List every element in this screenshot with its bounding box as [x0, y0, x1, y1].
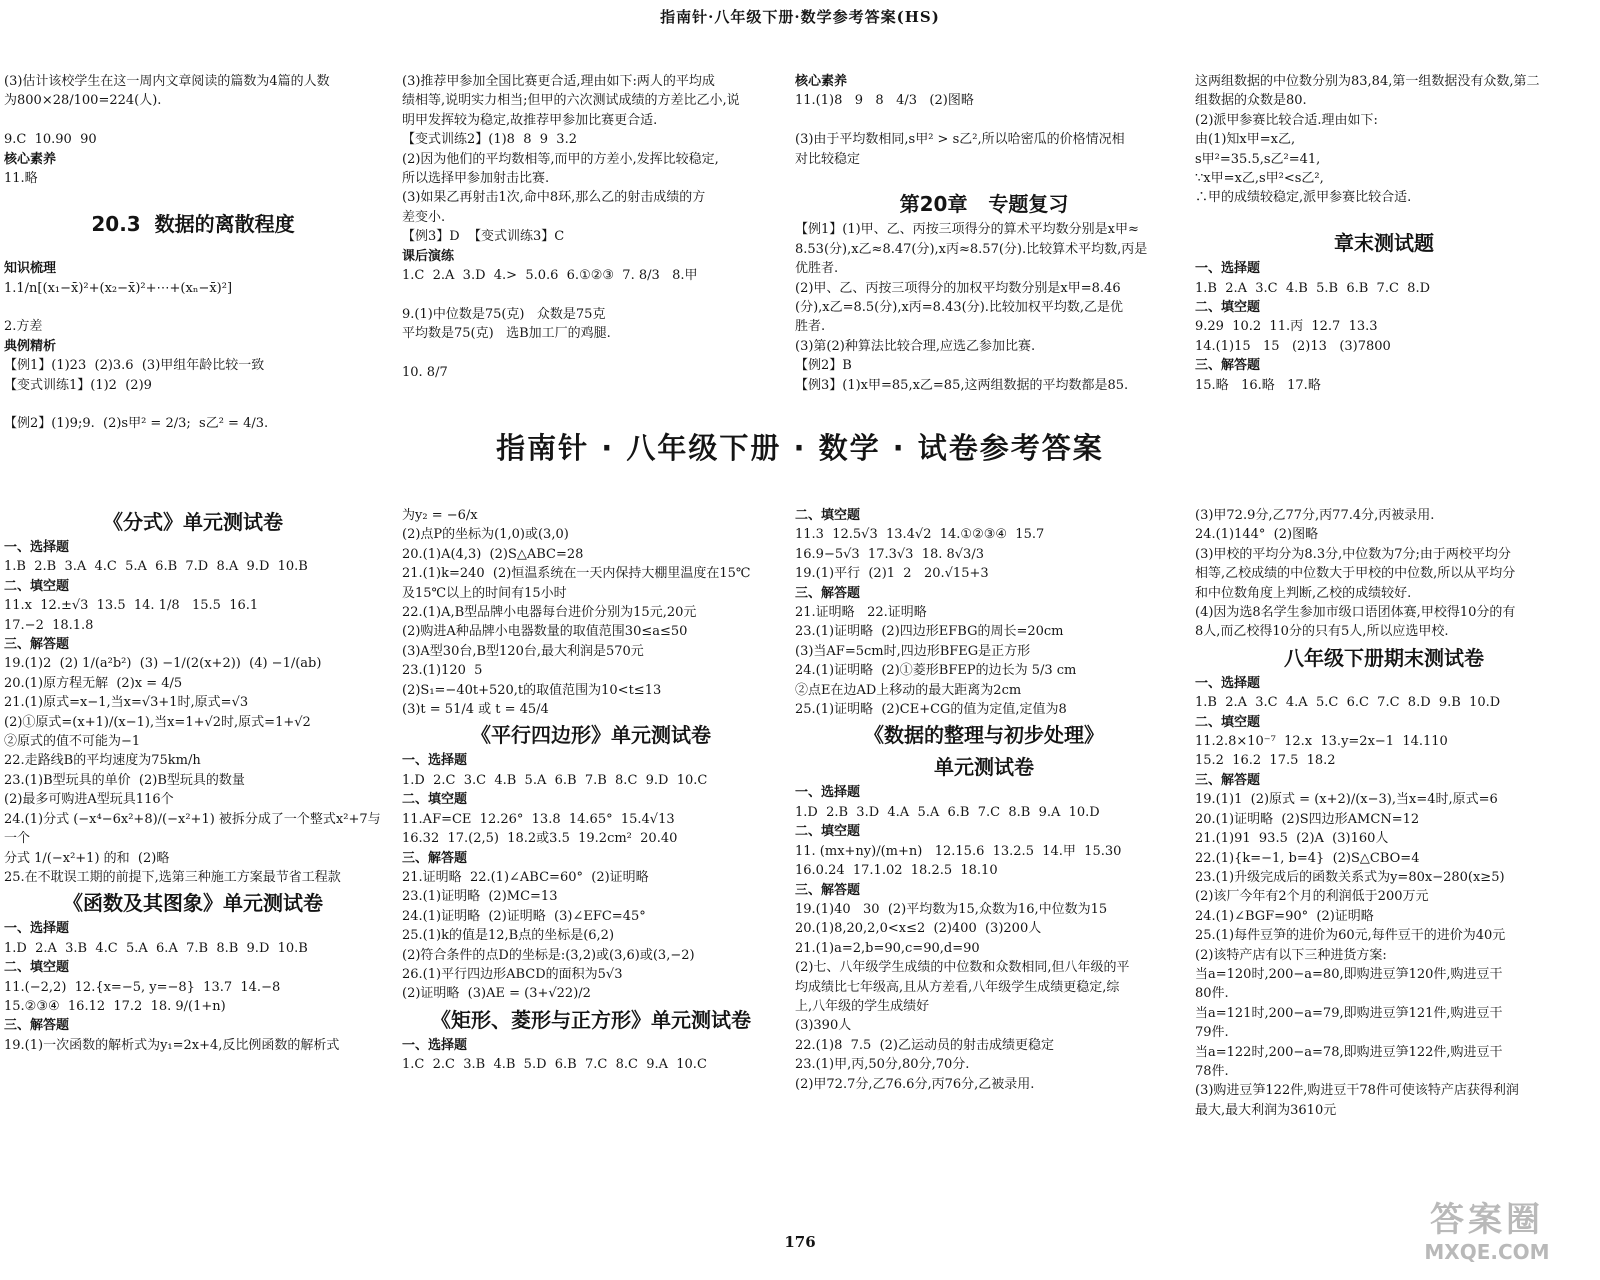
answer-line: 1.C 2.C 3.B 4.B 5.D 6.B 7.C 8.C 9.A 10.C: [402, 1057, 707, 1073]
answer-line: [4, 111, 382, 130]
answer-line: 25.(1)证明略 (2)CE+CG的值为定值,定值为8: [795, 702, 1067, 718]
answer-line: s甲²=35.5,s乙²=41,: [1195, 151, 1321, 167]
section-heading: 单元测试卷: [934, 755, 1034, 780]
section-heading: 《数据的整理与初步处理》: [864, 723, 1104, 748]
answer-column-1: [4, 72, 382, 434]
answer-line: (2)该厂今年有2个月的利润低于200万元: [1195, 889, 1429, 905]
answer-line: (3)推荐甲参加全国比赛更合适,理由如下:两人的平均成: [402, 74, 715, 89]
answer-line: (分),x乙=8.5(分),x丙=8.43(分).比较加权平均数,乙是优: [795, 300, 1124, 316]
answer-line: 【变式训练1】(1)2 (2)9: [4, 377, 152, 393]
answer-line: 14.(1)15 15 (2)13 (3)7800: [1195, 338, 1391, 354]
answer-line: (2)证明略 (3)AE = (3+√22)/2: [402, 986, 591, 1002]
answer-line: 三、解答题: [1195, 772, 1261, 788]
answer-line: 当a=122时,200−a=78,即购进豆笋122件,购进豆干: [1195, 1044, 1503, 1060]
answer-line: 25.在不耽误工期的前提下,选第三种施工方案最节省工程款: [4, 869, 341, 885]
answer-line: 平均数是75(克) 选B加工厂的鸡腿.: [402, 326, 611, 342]
section-heading: 八年级下册期末测试卷: [1284, 645, 1484, 670]
answer-line: 及15℃以上的时间有15小时: [402, 585, 567, 601]
answer-line: 19.(1)1 (2)原式 = (x+2)/(x−3),当x=4时,原式=6: [1195, 792, 1498, 808]
answer-line: 15.略 16.略 17.略: [1195, 377, 1321, 393]
watermark-text: 答案圈: [1430, 1200, 1544, 1240]
answer-line: 【例1】(1)甲、乙、丙按三项得分的算术平均数分别是x甲≈: [795, 222, 1139, 238]
answer-line: 9.(1)中位数是75(克) 众数是75克: [402, 306, 606, 322]
answer-line: (3)390人: [795, 1018, 852, 1034]
answer-line: 和中位数角度上判断,乙校的成绩较好.: [1195, 585, 1412, 601]
answer-line: 79件.: [1195, 1025, 1229, 1041]
answer-line: (2)甲72.7分,乙76.6分,丙76分,乙被录用.: [795, 1076, 1035, 1092]
answer-line: [402, 344, 780, 363]
answer-line: 三、解答题: [402, 850, 468, 866]
answer-line: (3)t = 51/4 或 t = 45/4: [402, 702, 549, 718]
answer-line: 11.(1)8 9 8 4/3 (2)图略: [795, 93, 974, 109]
answer-line: 绩相等,说明实力相当;但甲的六次测试成绩的方差比乙小,说: [402, 93, 740, 109]
answer-line: 核心素养: [795, 74, 848, 89]
answer-line: (3)甲72.9分,乙77分,丙77.4分,丙被录用.: [1195, 508, 1435, 523]
answer-column-8: [1195, 506, 1573, 1120]
answer-line: 25.(1)每件豆笋的进价为60元,每件豆干的进价为40元: [1195, 928, 1506, 944]
answer-line: 21.(1)k=240 (2)恒温系统在一天内保持大棚里温度在15℃: [402, 566, 751, 582]
answer-line: 典例精析: [4, 338, 57, 354]
answer-line: 相等,乙校成绩的中位数大于甲校的中位数,所以从平均分: [1195, 566, 1516, 582]
watermark-logo: [1392, 1200, 1582, 1270]
section-heading: 第20章 专题复习: [899, 192, 1069, 217]
answer-line: (3)当AF=5cm时,四边形BFEG是正方形: [795, 643, 1031, 659]
answer-line: 1.1/n[(x₁−x̄)²+(x₂−x̄)²+⋯+(xₙ−x̄)²]: [4, 280, 233, 296]
answer-line: 15.②③④ 16.12 17.2 18. 9/(1+n): [4, 998, 226, 1014]
answer-line: 23.(1)升级完成后的函数关系式为y=80x−280(x≥5): [1195, 869, 1505, 885]
answer-line: (3)如果乙再射击1次,命中8环,那么乙的射击成绩的方: [402, 190, 706, 206]
answer-line: 16.32 17.(2,5) 18.2或3.5 19.2cm² 20.40: [402, 831, 678, 847]
answer-line: 20.(1)原方程无解 (2)x = 4/5: [4, 675, 183, 691]
answer-line: 21.(1)91 93.5 (2)A (3)160人: [1195, 831, 1389, 847]
answer-line: 24.(1)证明略 (2)①菱形BFEP的边长为 5/3 cm: [795, 663, 1077, 679]
answer-line: 11.略: [4, 171, 38, 187]
answer-line: (3)A型30台,B型120台,最大利润是570元: [402, 643, 644, 659]
answer-column-3: [795, 72, 1173, 395]
answer-line: 二、填空题: [795, 824, 861, 840]
answer-line: 组数据的众数是80.: [1195, 93, 1307, 109]
answer-line: 当a=120时,200−a=80,即购进豆笋120件,购进豆干: [1195, 966, 1503, 982]
answer-line: 19.(1)2 (2) 1/(a²b²) (3) −1/(2(x+2)) (4) −1/(ab): [4, 656, 322, 672]
answer-line: 优胜者.: [795, 261, 839, 277]
answer-line: 明甲发挥较为稳定,故推荐甲参加比赛更合适.: [402, 112, 658, 128]
answer-line: (3)购进豆笋122件,购进豆干78件可使该特产店获得利润: [1195, 1083, 1519, 1099]
answer-line: 24.(1)∠BGF=90° (2)证明略: [1195, 908, 1374, 924]
answer-column-6: [402, 506, 780, 1075]
page-number: 176: [784, 1233, 816, 1251]
answer-line: 25.(1)k的值是12,B点的坐标是(6,2): [402, 928, 615, 944]
answer-line: 一、选择题: [4, 921, 70, 937]
answer-line: 19.(1)40 30 (2)平均数为15,众数为16,中位数为15: [795, 901, 1108, 917]
answer-line: 10. 8/7: [402, 365, 448, 381]
answer-line: (2)①原式=(x+1)/(x−1),当x=1+√2时,原式=1+√2: [4, 714, 311, 730]
answer-column-5: [4, 506, 382, 1055]
answer-line: 【变式训练2】(1)8 8 9 3.2: [402, 132, 577, 148]
answer-line: 1.D 2.A 3.B 4.C 5.A 6.A 7.B 8.B 9.D 10.B: [4, 940, 308, 956]
answer-line: 二、填空题: [1195, 714, 1261, 730]
section-heading: 《函数及其图象》单元测试卷: [63, 891, 323, 916]
answer-line: ∴甲的成绩较稳定,派甲参赛比较合适.: [1195, 190, 1412, 206]
section-heading: 20.3 数据的离散程度: [91, 211, 295, 236]
answer-line: 19.(1)一次函数的解析式为y₁=2x+4,反比例函数的解析式: [4, 1037, 340, 1053]
answer-line: 22.走路线B的平均速度为75km/h: [4, 753, 201, 769]
answer-line: 8人,而乙校得10分的只有5人,所以应选甲校.: [1195, 624, 1449, 640]
answer-line: (3)估计该校学生在这一周内文章阅读的篇数为4篇的人数: [4, 74, 330, 89]
answer-column-7: [795, 506, 1173, 1094]
answer-line: ②点E在边AD上移动的最大距离为2cm: [795, 682, 1022, 698]
answer-line: 一、选择题: [1195, 261, 1261, 277]
answer-line: 78件.: [1195, 1063, 1229, 1079]
answer-line: 22.(1)8 7.5 (2)乙运动员的射击成绩更稳定: [795, 1037, 1054, 1053]
section-heading: 《矩形、菱形与正方形》单元测试卷: [431, 1007, 751, 1032]
answer-line: [795, 111, 1173, 130]
answer-line: 一、选择题: [402, 1037, 468, 1053]
section-heading: 《分式》单元测试卷: [103, 510, 283, 534]
answer-line: 分式 1/(−x²+1) 的和 (2)略: [4, 850, 170, 866]
answer-line: (2)该特产店有以下三种进货方案:: [1195, 947, 1387, 963]
answer-line: 9.29 10.2 11.丙 12.7 13.3: [1195, 319, 1378, 335]
answer-line: [1195, 208, 1573, 227]
answer-line: 为800×28/100=224(人).: [4, 93, 162, 109]
answer-line: 二、填空题: [4, 578, 70, 594]
answer-line: 三、解答题: [795, 585, 861, 601]
answer-line: 23.(1)证明略 (2)MC=13: [402, 889, 558, 905]
answer-line: [795, 169, 1173, 188]
answer-line: (2)最多可购进A型玩具116个: [4, 792, 174, 808]
answer-line: 20.(1)证明略 (2)S四边形AMCN=12: [1195, 811, 1420, 827]
answer-line: 由(1)知x甲=x乙,: [1195, 132, 1296, 148]
answer-line: 11.3 12.5√3 13.4√2 14.①②③④ 15.7: [795, 527, 1045, 543]
answer-line: 11.2.8×10⁻⁷ 12.x 13.y=2x−1 14.110: [1195, 734, 1448, 750]
answer-line: 【例1】(1)23 (2)3.6 (3)甲组年龄比较一致: [4, 358, 265, 374]
answer-line: 15.2 16.2 17.5 18.2: [1195, 753, 1336, 769]
answer-line: 16.9−5√3 17.3√3 18. 8√3/3: [795, 546, 984, 562]
answer-line: (2)派甲参赛比较合适.理由如下:: [1195, 112, 1378, 128]
answer-line: 9.C 10.90 90: [4, 132, 97, 148]
answer-line: 21.证明略 22.证明略: [795, 605, 927, 621]
answer-line: 1.D 2.B 3.D 4.A 5.A 6.B 7.C 8.B 9.A 10.D: [795, 804, 1100, 820]
answer-line: 2.方差: [4, 319, 43, 335]
answer-line: 【例2】B: [795, 358, 852, 374]
answer-line: 21.证明略 22.(1)∠ABC=60° (2)证明略: [402, 869, 649, 885]
answer-line: 知识梳理: [4, 261, 57, 277]
answer-line: 21.(1)a=2,b=90,c=90,d=90: [795, 940, 980, 956]
answer-line: ∵x甲=x乙,s甲²<s乙²,: [1195, 171, 1324, 187]
answer-line: 课后演练: [402, 248, 455, 264]
answer-line: 80件.: [1195, 986, 1229, 1002]
section-heading: 章末测试题: [1334, 231, 1434, 256]
answer-line: [4, 395, 382, 414]
answer-line: 一、选择题: [402, 753, 468, 769]
answer-line: 24.(1)分式 (−x⁴−6x²+8)/(−x²+1) 被拆分成了一个整式x²+7与一个: [4, 811, 381, 847]
answer-line: 均成绩比七年级高,且从方差看,八年级学生成绩更稳定,综: [795, 979, 1120, 995]
answer-line: 【例2】(1)9;9. (2)s甲² = 2/3; s乙² = 4/3.: [4, 416, 269, 432]
answer-line: 对比较稳定: [795, 151, 861, 167]
answer-line: (3)甲校的平均分为8.3分,中位数为7分;由于两校平均分: [1195, 546, 1511, 562]
answer-line: 一、选择题: [795, 785, 861, 801]
answer-line: 当a=121时,200−a=79,即购进豆笋121件,购进豆干: [1195, 1005, 1503, 1021]
answer-line: 21.(1)原式=x−1,当x=√3+1时,原式=√3: [4, 695, 249, 711]
answer-line: (2)甲、乙、丙按三项得分的加权平均数分别是x甲=8.46: [795, 280, 1121, 296]
answer-line: (2)点P的坐标为(1,0)或(3,0): [402, 527, 569, 543]
answer-line: 1.D 2.C 3.C 4.B 5.A 6.B 7.B 8.C 9.D 10.C: [402, 772, 708, 788]
answer-line: 上,八年级的学生成绩好: [795, 998, 930, 1014]
answer-line: 22.(1)A,B型品牌小电器每台进价分别为15元,20元: [402, 605, 697, 621]
answer-line: 二、填空题: [402, 792, 468, 808]
answer-line: (2)因为他们的平均数相等,而甲的方差小,发挥比较稳定,: [402, 151, 719, 167]
answer-line: 24.(1)证明略 (2)证明略 (3)∠EFC=45°: [402, 908, 646, 924]
answer-line: (2)购进A种品牌小电器数量的取值范围30≤a≤50: [402, 624, 688, 640]
answer-line: 16.0.24 17.1.02 18.2.5 18.10: [795, 863, 998, 879]
answer-line: 差变小.: [402, 209, 446, 225]
answer-line: [4, 188, 382, 207]
answer-line: 三、解答题: [1195, 358, 1261, 374]
answer-line: (2)S₁=−40t+520,t的取值范围为10<t≤13: [402, 682, 662, 698]
answer-column-4: [1195, 72, 1573, 395]
answer-line: 一、选择题: [4, 540, 70, 555]
watermark-url: MXQE.COM: [1424, 1240, 1550, 1264]
answer-line: (2)七、八年级学生成绩的中位数和众数相同,但八年级的平: [795, 960, 1130, 976]
answer-line: 最大,最大利润为3610元: [1195, 1102, 1337, 1118]
answer-line: ②原式的值不可能为−1: [4, 734, 141, 750]
answer-line: 20.(1)A(4,3) (2)S△ABC=28: [402, 546, 584, 562]
answer-line: 19.(1)平行 (2)1 2 20.√15+3: [795, 566, 989, 582]
answer-line: 11. (mx+ny)/(m+n) 12.15.6 13.2.5 14.甲 15.30: [795, 843, 1122, 859]
answer-line: 三、解答题: [4, 637, 70, 653]
answer-line: (3)由于平均数相同,s甲² > s乙²,所以哈密瓜的价格情况相: [795, 132, 1125, 148]
answer-line: 23.(1)甲,丙,50分,80分,70分.: [795, 1057, 970, 1073]
answer-line: 11.AF=CE 12.26° 13.8 14.65° 15.4√13: [402, 811, 675, 827]
answer-line: (4)因为选8名学生参加市级口语团体赛,甲校得10分的有: [1195, 605, 1516, 621]
answer-line: 所以选择甲参加射击比赛.: [402, 171, 550, 187]
answer-line: 【例3】D 【变式训练3】C: [402, 229, 565, 245]
answer-line: 一、选择题: [1195, 675, 1261, 691]
answer-line: (3)第(2)种算法比较合理,应选乙参加比赛.: [795, 338, 1036, 354]
answer-line: 胜者.: [795, 319, 826, 335]
answer-line: 1.B 2.A 3.C 4.A 5.C 6.C 7.C 8.D 9.B 10.D: [1195, 695, 1501, 711]
answer-line: 26.(1)平行四边形ABCD的面积为5√3: [402, 966, 623, 982]
answer-line: 1.B 2.B 3.A 4.C 5.A 6.B 7.D 8.A 9.D 10.B: [4, 559, 308, 575]
answer-line: 这两组数据的中位数分别为83,84,第一组数据没有众数,第二: [1195, 74, 1540, 89]
answer-line: 核心素养: [4, 151, 57, 167]
answer-line: 二、填空题: [795, 508, 861, 523]
answer-line: 23.(1)120 5: [402, 663, 483, 679]
answer-line: 17.−2 18.1.8: [4, 617, 94, 633]
answer-line: 【例3】(1)x甲=85,x乙=85,这两组数据的平均数都是85.: [795, 377, 1129, 393]
answer-line: 20.(1)8,20,2,0<x≤2 (2)400 (3)200人: [795, 921, 1042, 937]
answer-line: 23.(1)B型玩具的单价 (2)B型玩具的数量: [4, 772, 245, 788]
answer-line: 三、解答题: [795, 882, 861, 898]
answer-line: 8.53(分),x乙≈8.47(分),x丙≈8.57(分).比较算术平均数,丙是: [795, 241, 1148, 257]
answer-line: [402, 285, 780, 304]
answer-line: 22.(1){k=−1, b=4} (2)S△CBO=4: [1195, 850, 1420, 866]
answer-line: [4, 298, 382, 317]
section-title: 指南针 · 八年级下册 · 数学 · 试卷参考答案: [496, 431, 1104, 465]
page-header: 指南针·八年级下册·数学参考答案(HS): [660, 8, 940, 26]
section-heading: 《平行四边形》单元测试卷: [471, 723, 711, 748]
answer-line: 为y₂ = −6/x: [402, 508, 478, 523]
answer-line: 二、填空题: [1195, 300, 1261, 316]
answer-line: [4, 240, 382, 259]
answer-column-2: [402, 72, 780, 382]
answer-line: 24.(1)144° (2)图略: [1195, 527, 1319, 543]
answer-line: (2)符合条件的点D的坐标是:(3,2)或(3,6)或(3,−2): [402, 947, 695, 963]
answer-line: 1.B 2.A 3.C 4.B 5.B 6.B 7.C 8.D: [1195, 280, 1430, 296]
answer-line: 23.(1)证明略 (2)四边形EFBG的周长=20cm: [795, 624, 1064, 640]
answer-line: 三、解答题: [4, 1018, 70, 1034]
answer-line: 11.x 12.±√3 13.5 14. 1/8 15.5 16.1: [4, 598, 259, 614]
answer-line: 1.C 2.A 3.D 4.> 5.0.6 6.①②③ 7. 8/3 8.甲: [402, 268, 698, 284]
answer-line: 二、填空题: [4, 960, 70, 976]
answer-line: 11.(−2,2) 12.{x=−5, y=−8} 13.7 14.−8: [4, 979, 281, 995]
